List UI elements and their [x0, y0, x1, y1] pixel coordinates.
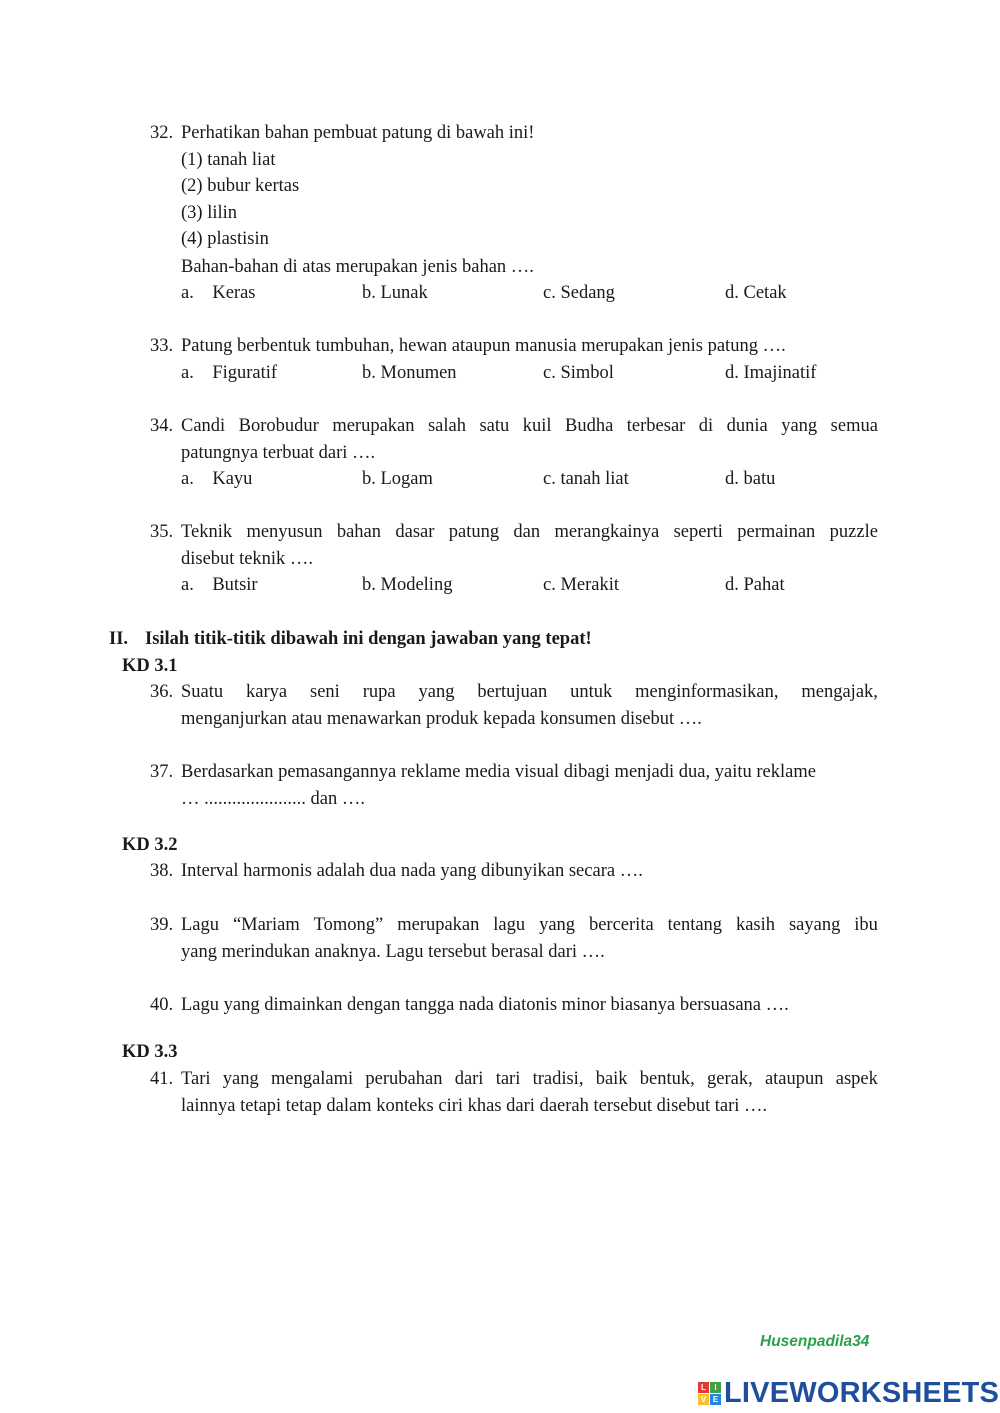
q32-item-1: (1) tanah liat — [181, 150, 276, 170]
liveworksheets-logo-icon — [698, 1382, 721, 1405]
q33-option-b: b. Monumen — [362, 363, 457, 383]
q35-line-1 — [181, 523, 878, 542]
q36-word: karya — [246, 682, 288, 702]
q37-line-1: Berdasarkan pemasangannya reklame media visual dibagi menjadi dua, yaitu reklame — [181, 762, 816, 782]
q41-line-2: lainnya tetapi tetap dalam konteks ciri khas dari daerah tersebut disebut tari …. — [181, 1096, 768, 1116]
q41-word: baik — [595, 1069, 628, 1089]
q39-word: Tomong” — [313, 915, 384, 935]
q35-word: permainan — [737, 522, 816, 542]
q32-item-3: (3) lilin — [181, 203, 238, 223]
q41-word: dari — [454, 1069, 484, 1089]
logo-tile: L — [698, 1382, 709, 1393]
q36-word: yang — [418, 682, 455, 702]
q35-word: patung — [448, 522, 500, 542]
q33-number: 33. — [150, 336, 174, 356]
q34-word: di — [698, 416, 714, 436]
q39-word: Lagu — [181, 915, 220, 935]
q35-number: 35. — [150, 522, 174, 542]
q39-word: merupakan — [397, 915, 480, 935]
q39-word: kasih — [735, 915, 776, 935]
q39-word: yang — [539, 915, 576, 935]
q34-option-a: a. Kayu — [181, 469, 253, 489]
q36-word: rupa — [362, 682, 396, 702]
q35-line-2: disebut teknik …. — [181, 549, 314, 569]
liveworksheets-watermark — [698, 1376, 999, 1410]
q36-line-2: menganjurkan atau menawarkan produk kepada konsumen disebut …. — [181, 709, 702, 729]
q35-word: seperti — [673, 522, 723, 542]
q34-word: yang — [781, 416, 818, 436]
q34-number: 34. — [150, 416, 174, 436]
q40-text: Lagu yang dimainkan dengan tangga nada diatonis minor biasanya bersuasana …. — [181, 995, 789, 1015]
q32-stem: Bahan-bahan di atas merupakan jenis bahan …. — [181, 257, 534, 277]
q41-word: ataupun — [764, 1069, 824, 1089]
q34-word: Budha — [564, 416, 614, 436]
q39-word: sayang — [788, 915, 841, 935]
q36-word: Suatu — [181, 682, 224, 702]
q41-word: aspek — [835, 1069, 878, 1089]
q33-option-c: c. Simbol — [543, 363, 614, 383]
q39-word: “Mariam — [232, 915, 300, 935]
q32-item-2: (2) bubur kertas — [181, 176, 300, 196]
liveworksheets-wordmark: LIVEWORKSHEETS — [724, 1376, 1000, 1409]
q34-word: dunia — [726, 416, 768, 436]
q33-option-a: a. Figuratif — [181, 363, 278, 383]
q34-word: salah — [427, 416, 466, 436]
q35-option-b: b. Modeling — [362, 575, 453, 595]
q35-word: puzzle — [829, 522, 878, 542]
q41-word: gerak, — [707, 1069, 753, 1089]
q34-word: kuil — [522, 416, 552, 436]
section-2-title: Isilah titik-titik dibawah ini dengan jawaban yang tepat! — [145, 629, 592, 649]
q39-word: lagu — [493, 915, 526, 935]
q34-option-c: c. tanah liat — [543, 469, 629, 489]
q34-word: semua — [830, 416, 878, 436]
q39-word: bercerita — [588, 915, 654, 935]
q34-line-1 — [181, 417, 878, 436]
q39-line-2: yang merindukan anaknya. Lagu tersebut berasal dari …. — [181, 942, 605, 962]
q36-word: mengajak, — [801, 682, 878, 702]
q32-option-c: c. Sedang — [543, 283, 615, 303]
q37-number: 37. — [150, 762, 174, 782]
q41-word: perubahan — [365, 1069, 443, 1089]
q39-number: 39. — [150, 915, 174, 935]
q35-option-a: a. Butsir — [181, 575, 258, 595]
q33-option-d: d. Imajinatif — [725, 363, 817, 383]
q32-number: 32. — [150, 123, 174, 143]
q34-option-b: b. Logam — [362, 469, 433, 489]
q41-word: Tari — [181, 1069, 211, 1089]
q32-item-4: (4) plastisin — [181, 229, 269, 249]
q35-word: Teknik — [181, 522, 233, 542]
q36-word: menginformasikan, — [635, 682, 779, 702]
author-signature: Husenpadila34 — [760, 1333, 870, 1350]
q35-word: dasar — [395, 522, 435, 542]
q39-word: ibu — [854, 915, 878, 935]
logo-tile: I — [710, 1382, 721, 1393]
q32-option-d: d. Cetak — [725, 283, 787, 303]
q38-number: 38. — [150, 861, 174, 881]
q41-word: tari — [495, 1069, 521, 1089]
q36-line-1 — [181, 683, 878, 702]
q41-word: mengalami — [270, 1069, 354, 1089]
section-2-numeral: II. — [109, 629, 129, 649]
q34-word: Borobudur — [238, 416, 319, 436]
q41-line-1 — [181, 1070, 878, 1089]
kd-3-2-heading: KD 3.2 — [122, 835, 178, 855]
q36-number: 36. — [150, 682, 174, 702]
q34-word: merupakan — [332, 416, 415, 436]
q36-word: seni — [310, 682, 340, 702]
logo-tile: E — [710, 1394, 721, 1405]
q35-word: merangkainya — [554, 522, 660, 542]
q35-option-c: c. Merakit — [543, 575, 620, 595]
q39-line-1 — [181, 916, 878, 935]
q35-word: dan — [513, 522, 541, 542]
q34-word: satu — [479, 416, 510, 436]
q32-text: Perhatikan bahan pembuat patung di bawah ini! — [181, 123, 535, 143]
q32-option-b: b. Lunak — [362, 283, 428, 303]
q34-word: Candi — [181, 416, 226, 436]
q35-word: menyusun — [246, 522, 323, 542]
q41-number: 41. — [150, 1069, 174, 1089]
q32-option-a: a. Keras — [181, 283, 256, 303]
q41-word: yang — [222, 1069, 259, 1089]
q38-text: Interval harmonis adalah dua nada yang dibunyikan secara …. — [181, 861, 643, 881]
q34-line-2: patungnya terbuat dari …. — [181, 443, 376, 463]
logo-tile: V — [698, 1394, 709, 1405]
q35-option-d: d. Pahat — [725, 575, 785, 595]
q36-word: untuk — [570, 682, 613, 702]
q41-word: bentuk, — [639, 1069, 695, 1089]
kd-3-1-heading: KD 3.1 — [122, 656, 178, 676]
q35-word: bahan — [336, 522, 382, 542]
q36-word: bertujuan — [477, 682, 548, 702]
q39-word: tentang — [667, 915, 723, 935]
q37-line-2: … ...................... dan …. — [181, 789, 365, 809]
q34-option-d: d. batu — [725, 469, 776, 489]
q33-text: Patung berbentuk tumbuhan, hewan ataupun manusia merupakan jenis patung …. — [181, 336, 786, 356]
q40-number: 40. — [150, 995, 174, 1015]
q34-word: terbesar — [626, 416, 686, 436]
q41-word: tradisi, — [532, 1069, 584, 1089]
kd-3-3-heading: KD 3.3 — [122, 1042, 178, 1062]
